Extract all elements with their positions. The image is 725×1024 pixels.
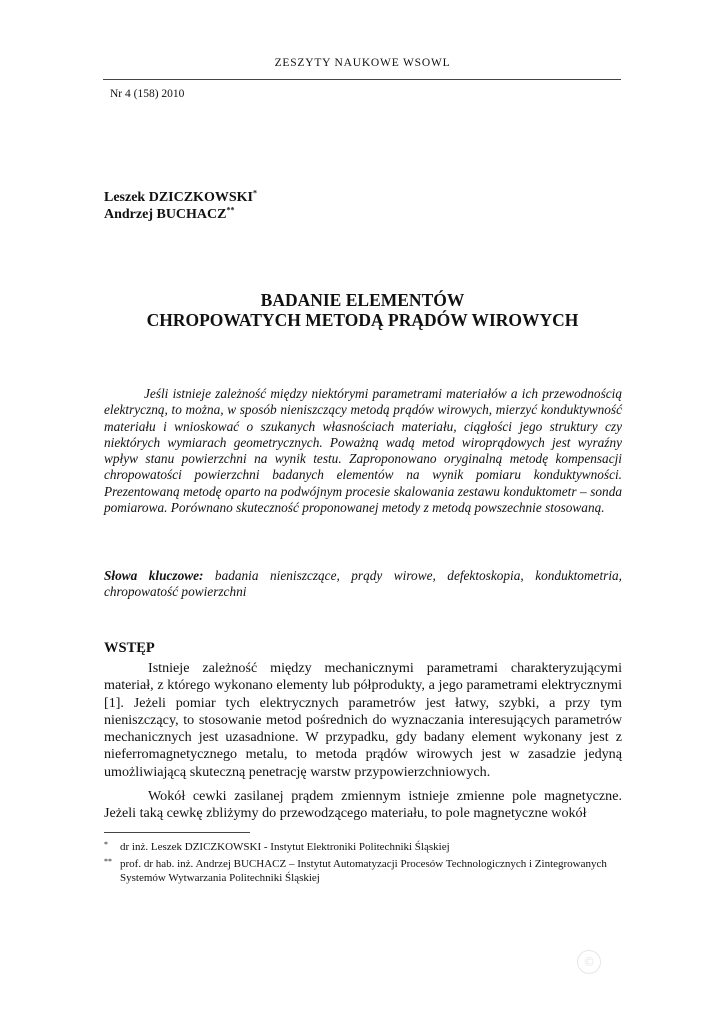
body-paragraph: Istnieje zależność między mechanicznymi parametrami charakteryzującymi materiał, z którego wykonano elementy lub półprodukty, a jego parametrami elektrycznymi [1]. Jeżeli pomiar tych elektrycznych parametrów jest łatwy, szybki, a przy tym nieniszczący, to stosowanie metod pośrednich do wyznaczania interesujących parametrów mechanicznych jest uzasadnione. W przypadku, gdy badany element wykonany jest z nieferromagnetycznego metalu, to metoda prądów wirowych jest w zasadzie jedyną umożliwiającą skuteczną penetrację warstw przypowierzchniowych. xyxy=(104,660,622,780)
author-2 xyxy=(104,206,257,223)
footnote-text: prof. dr hab. inż. Andrzej BUCHACZ – Instytut Automatyzacji Procesów Technologicznych i Zintegrowanych Systemów Wytwarzania Politechniki Śląskiej xyxy=(120,858,607,884)
title-line-1: BADANIE ELEMENTÓW xyxy=(260,290,465,310)
footnote-mark: * xyxy=(104,840,108,849)
author-2-mark: ** xyxy=(226,205,235,215)
body-paragraph: Wokół cewki zasilanej prądem zmiennym istnieje zmienne pole magnetyczne. Jeżeli taką cewkę zbliżymy do przewodzącego materiału, to pole magnetyczne wokół xyxy=(104,788,622,822)
footnote xyxy=(104,858,622,885)
footnote-mark: ** xyxy=(104,857,112,866)
author-list xyxy=(104,189,257,223)
abstract: Jeśli istnieje zależność między niektórymi parametrami materiałów a ich przewodnością elektryczną, to można, w sposób nieniszczący metodą prądów wirowych, mierzyć konduktywność materiału i wnioskować o szukanych własnościach materiału, ciągłości jego struktury czy niektórych wymiarach geometrycznych. Poważną wadą metod wiroprądowych jest wyraźny wpływ stanu powierzchni na wynik testu. Zaproponowano oryginalną metodę kompensacji chropowatości powierzchni badanych elementów na wynik pomiaru konduktywności. Prezentowaną metodę oparto na podwójnym procesie skalowania zestawu konduktometr – sonda pomiarowa. Porównano skuteczność proponowanej metody z metodą powszechnie stosowaną. xyxy=(104,386,622,516)
author-1 xyxy=(104,189,257,206)
keywords-label: Słowa kluczowe: xyxy=(104,568,204,583)
footnote xyxy=(104,841,622,855)
author-1-mark: * xyxy=(252,188,257,198)
keywords xyxy=(104,568,622,601)
author-1-name: Leszek DZICZKOWSKI xyxy=(104,190,253,205)
section-heading: WSTĘP xyxy=(104,640,155,656)
paper-title xyxy=(0,290,725,330)
author-2-name: Andrzej BUCHACZ xyxy=(104,207,227,222)
keywords-text: badania nieniszczące, prądy wirowe, defektoskopia, konduktometria, chropowatość powierzchni xyxy=(104,568,622,600)
journal-title: ZESZYTY NAUKOWE WSOWL xyxy=(274,57,451,69)
footnote-rule xyxy=(104,832,250,833)
issue-number: Nr 4 (158) 2010 xyxy=(110,88,185,100)
footnote-text: dr inż. Leszek DZICZKOWSKI - Instytut Elektroniki Politechniki Śląskiej xyxy=(120,841,450,853)
title-line-2: CHROPOWATYCH METODĄ PRĄDÓW WIROWYCH xyxy=(146,310,579,330)
watermark-icon: © xyxy=(577,950,601,974)
header-rule xyxy=(103,79,621,80)
